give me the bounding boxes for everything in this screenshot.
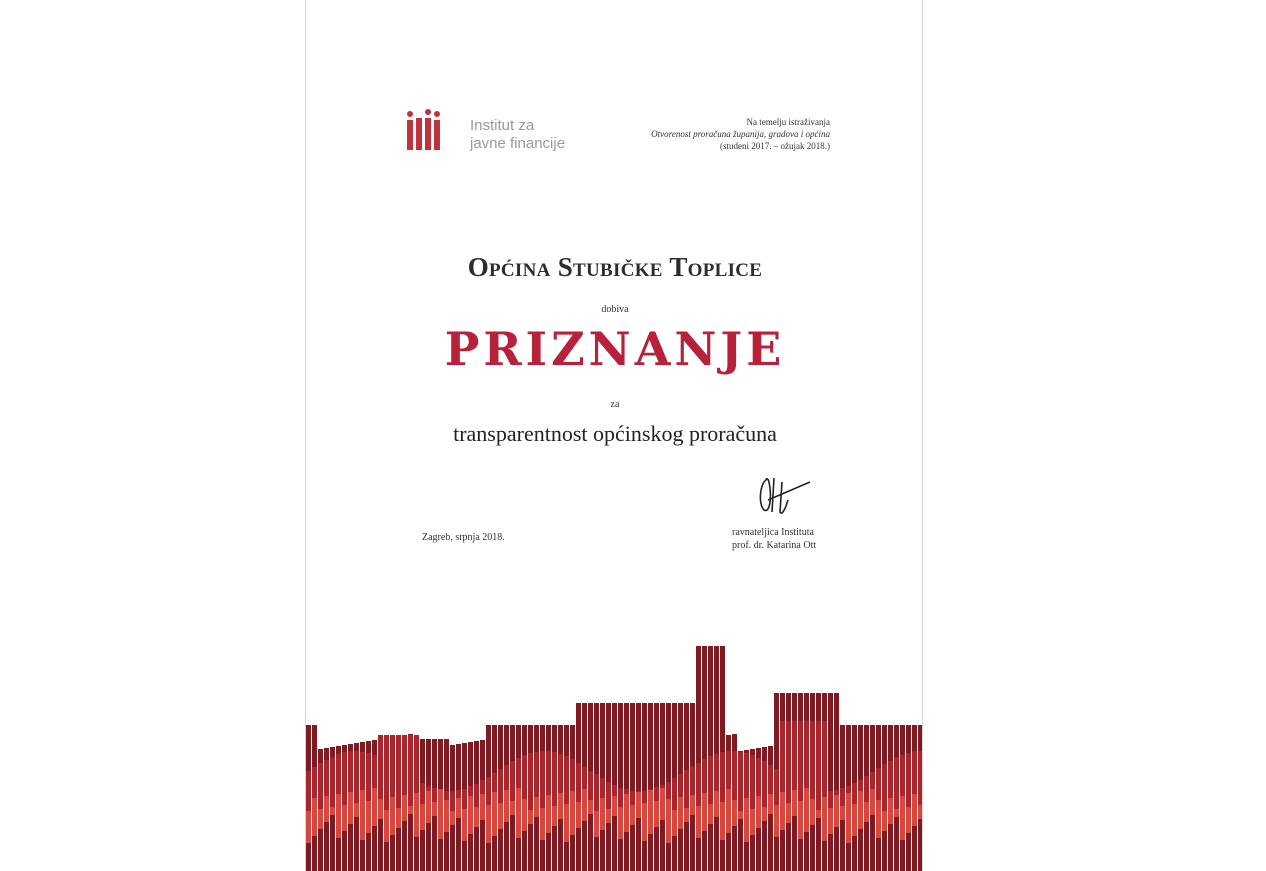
recipient-name: Općina Stubičke Toplice [467,252,763,282]
skyline-fore-bar [330,815,335,871]
skyline-fore-bar [438,839,443,871]
skyline-fore-bar [906,833,911,871]
skyline-fore-bar [912,826,917,871]
skyline-fore-bar [444,832,449,871]
skyline-fore-bar [768,814,773,871]
research-note [570,116,830,152]
skyline-fore-bar [846,843,851,871]
skyline-fore-bar [378,819,383,871]
skyline-fore-bar [504,822,509,871]
skyline-fore-bar [408,814,413,871]
skyline-fore-bar [594,837,599,871]
skyline-fore-bar [552,826,557,871]
skyline-fore-bar [720,840,725,871]
city-skyline-decoration [306,630,923,871]
skyline-fore-bar [840,820,845,871]
skyline-fore-bar [516,838,521,871]
institute-name-line2: javne financije [470,135,566,152]
skyline-fore-bar [828,834,833,871]
skyline-fore-bar [402,821,407,871]
institute-name [470,117,565,153]
skyline-fore-bar [312,836,317,871]
skyline-fore-bar [618,839,623,871]
skyline-fore-bar [360,840,365,871]
place-date: Zagreb, srpnja 2018. [422,532,505,543]
signature-icon [752,474,812,518]
skyline-fore-bar [894,817,899,871]
skyline-fore-bar [528,824,533,871]
signer-role: ravnateljica Instituta [732,527,814,538]
skyline-fore-bar [696,838,701,871]
skyline-fore-bar [714,817,719,871]
skyline-fore-bar [810,825,815,871]
skyline-fore-bar [672,836,677,871]
skyline-fore-bar [630,825,635,871]
certificate-page [305,0,923,871]
skyline-fore-bar [798,839,803,871]
skyline-fore-bar [726,833,731,871]
skyline-fore-bar [882,831,887,871]
skyline-fore-bar [510,815,515,871]
skyline-fore-bar [654,827,659,871]
skyline-fore-bar [858,829,863,871]
award-purpose: transparentnost općinskog proračuna [453,421,777,446]
skyline-fore-bar [732,826,737,871]
skyline-fore-bar [564,842,569,871]
skyline-fore-bar [822,841,827,871]
skyline-fore-bar [702,831,707,871]
skyline-fore-bar [390,835,395,871]
skyline-fore-bar [558,819,563,871]
research-note-line3: (studeni 2017. – ožujak 2018.) [720,141,830,151]
skyline-fore-bar [582,821,587,871]
skyline-fore-bar [648,834,653,871]
skyline-fore-bar [570,835,575,871]
skyline-fore-bar [462,841,467,871]
skyline-fore-bar [384,842,389,871]
skyline-fore-bar [366,833,371,871]
skyline-fore-bar [414,837,419,871]
skyline-fore-bar [432,816,437,871]
skyline-fore-bar [450,825,455,871]
skyline-fore-bar [534,817,539,871]
skyline-fore-bar [600,830,605,871]
skyline-fore-bar [900,840,905,871]
skyline-fore-bar [744,842,749,871]
skyline-fore-bar [684,822,689,871]
signer-block [732,526,816,552]
skyline-fore-bar [816,818,821,871]
skyline-fore-bar [624,832,629,871]
skyline-fore-bar [852,836,857,871]
research-note-line2: Otvorenost proračuna županija, gradova i općina [651,129,830,139]
skyline-fore-bar [738,819,743,871]
skyline-fore-bar [888,824,893,871]
skyline-fore-bar [420,830,425,871]
skyline-fore-bar [678,829,683,871]
skyline-fore-bar [492,836,497,871]
skyline-fore-bar [786,823,791,871]
institute-name-line1: Institut za [470,117,535,134]
skyline-fore-bar [456,818,461,871]
skyline-fore-bar [474,827,479,871]
skyline-fore-bar [306,843,311,871]
skyline-fore-bar [612,816,617,871]
signer-name: prof. dr. Katarina Ott [732,540,817,551]
skyline-fore-bar [324,822,329,871]
skyline-fore-bar [792,816,797,871]
skyline-fore-bar [750,835,755,871]
for-text: za [610,399,620,410]
skyline-fore-bar [546,833,551,871]
skyline-fore-bar [486,843,491,871]
skyline-fore-bar [834,827,839,871]
skyline-fore-bar [636,818,641,871]
skyline-fore-bar [318,829,323,871]
skyline-fore-bar [342,831,347,871]
skyline-fore-bar [468,834,473,871]
skyline-fore-bar [870,815,875,871]
skyline-fore-bar [780,830,785,871]
skyline-fore-bar [708,824,713,871]
skyline-fore-bar [918,819,923,871]
skyline-fore-bar [762,821,767,871]
institute-logo-mark-icon [406,108,442,150]
skyline-fore-bar [480,820,485,871]
skyline-fore-bar [756,828,761,871]
skyline-fore-bar [576,828,581,871]
institute-logo [406,108,586,158]
skyline-fore-bar [876,838,881,871]
skyline-fore-bar [588,814,593,871]
skyline-fore-bar [354,817,359,871]
receives-text: dobiva [601,304,629,315]
skyline-fore-bar [372,826,377,871]
skyline-fore-bar [522,831,527,871]
skyline-fore-bar [666,843,671,871]
skyline-fore-bar [606,823,611,871]
skyline-fore-bar [804,832,809,871]
skyline-fore-bar [426,823,431,871]
skyline-fore-bar [498,829,503,871]
research-note-line1: Na temelju istraživanja [746,117,830,127]
skyline-fore-bar [774,837,779,871]
skyline-fore-bar [348,824,353,871]
award-title: PRIZNANJE [444,322,786,376]
skyline-fore-bar [336,838,341,871]
skyline-fore-bar [660,820,665,871]
skyline-fore-bar [642,841,647,871]
skyline-fore-bar [396,828,401,871]
skyline-fore-bar [540,840,545,871]
skyline-fore-bar [864,822,869,871]
skyline-fore-bar [690,815,695,871]
